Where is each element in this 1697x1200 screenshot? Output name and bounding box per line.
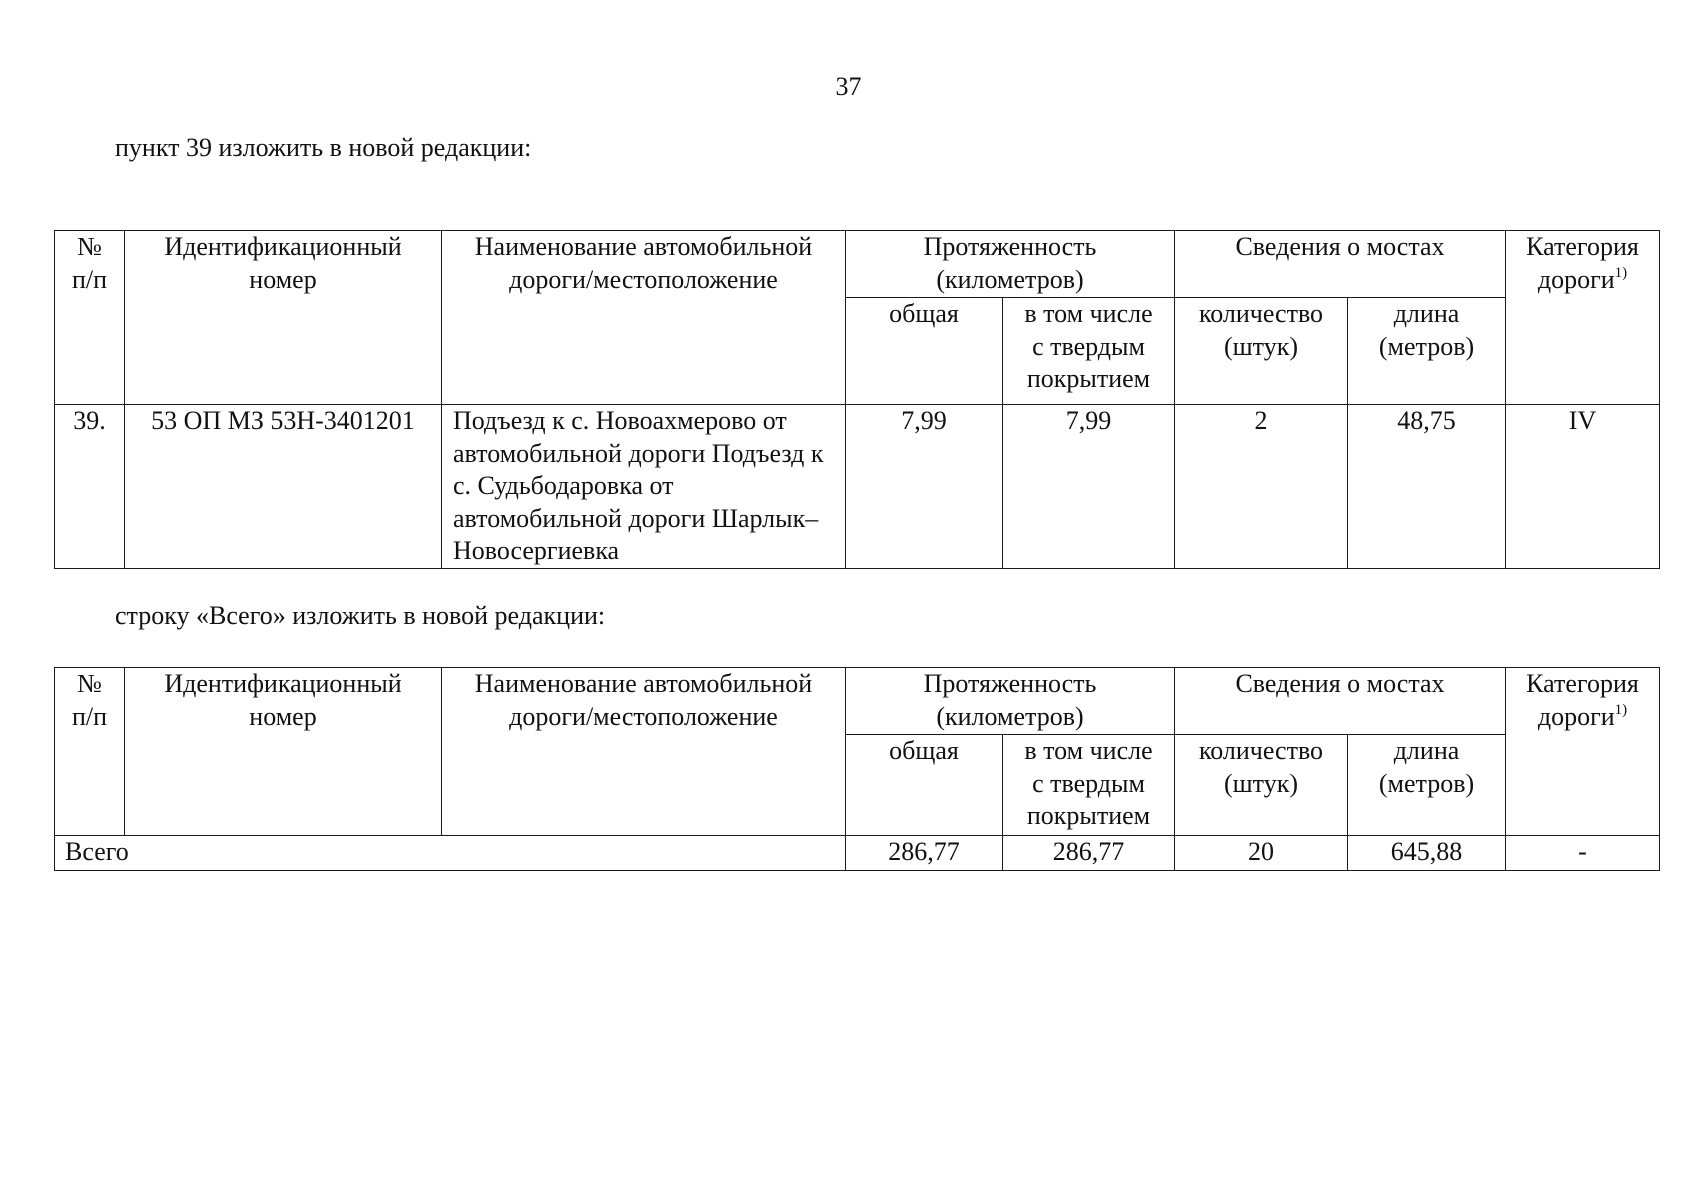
- header-road-name-line2: дороги/местоположение: [509, 264, 778, 294]
- header-num: [55, 231, 125, 405]
- row-bridges-count: 2: [1175, 405, 1348, 569]
- header-paved-line2: с твердым: [1032, 768, 1145, 798]
- header-total-length-label: общая: [889, 299, 959, 328]
- header-bridges-label: Сведения о мостах: [1235, 232, 1445, 261]
- header-bridge-count-line2: (штук): [1224, 331, 1298, 361]
- footnote-mark: 1): [1614, 264, 1628, 281]
- header-length: [846, 668, 1175, 735]
- instruction-point-39: пункт 39 изложить в новой редакции:: [115, 133, 532, 162]
- header-bridge-length: [1348, 735, 1506, 836]
- row-ident: 53 ОП МЗ 53Н-3401201: [125, 405, 442, 569]
- row-paved-km: 7,99: [1003, 405, 1175, 569]
- header-length: [846, 231, 1175, 298]
- header-num-line1: №: [77, 232, 102, 261]
- header-paved-length: [1003, 298, 1175, 405]
- header-ident-line1: Идентификационный: [164, 232, 402, 261]
- header-paved-line2: с твердым: [1032, 331, 1145, 361]
- total-bridges-count: 20: [1175, 836, 1348, 871]
- total-paved-km: 286,77: [1003, 836, 1175, 871]
- header-total-length: [846, 298, 1003, 405]
- total-km: 286,77: [846, 836, 1003, 871]
- header-ident-line1: Идентификационный: [164, 669, 402, 698]
- row-total-km: 7,99: [846, 405, 1003, 569]
- header-length-line1: Протяженность: [923, 232, 1097, 261]
- header-bridge-count: [1175, 735, 1348, 836]
- page-number: 37: [835, 72, 862, 101]
- header-category-line1: Категория: [1526, 669, 1639, 698]
- header-num: [55, 668, 125, 836]
- row-category: IV: [1506, 405, 1660, 569]
- header-num-line1: №: [77, 669, 102, 698]
- header-bridge-length-line2: (метров): [1378, 768, 1475, 798]
- header-paved-line3: покрытием: [1026, 801, 1151, 830]
- header-category-word: дороги: [1537, 264, 1615, 294]
- header-row: [55, 668, 1660, 735]
- header-paved-line1: в том числе: [1024, 736, 1153, 765]
- header-paved-length: [1003, 735, 1175, 836]
- header-bridges: [1175, 668, 1506, 735]
- table-point-39: [54, 230, 1660, 569]
- header-length-line2: (километров): [936, 264, 1084, 294]
- header-ident-line2: номер: [249, 701, 317, 731]
- header-bridges: [1175, 231, 1506, 298]
- header-ident: [125, 231, 442, 405]
- header-road-name-line1: Наименование автомобильной: [474, 669, 813, 698]
- header-length-line1: Протяженность: [923, 669, 1097, 698]
- header-road-name-line2: дороги/местоположение: [509, 701, 778, 731]
- instruction-total-row: строку «Всего» изложить в новой редакции:: [115, 601, 606, 630]
- header-category-line2: [1512, 264, 1653, 297]
- header-road-name: [442, 231, 846, 405]
- total-category: -: [1506, 836, 1660, 871]
- header-bridge-count-line1: количество: [1198, 299, 1324, 328]
- header-bridge-length: [1348, 298, 1506, 405]
- header-num-line2: п/п: [71, 264, 108, 294]
- header-category: [1506, 231, 1660, 405]
- header-bridge-length-line2: (метров): [1378, 331, 1475, 361]
- header-ident: [125, 668, 442, 836]
- header-road-name: [442, 668, 846, 836]
- header-category: [1506, 668, 1660, 836]
- header-length-line2: (километров): [936, 701, 1084, 731]
- header-total-length-label: общая: [889, 736, 959, 765]
- header-paved-line3: покрытием: [1026, 364, 1151, 393]
- header-bridge-length-line1: длина: [1393, 299, 1460, 328]
- row-bridges-length: 48,75: [1348, 405, 1506, 569]
- header-category-line2: [1512, 701, 1653, 734]
- header-total-length: [846, 735, 1003, 836]
- header-bridge-count: [1175, 298, 1348, 405]
- header-paved-line1: в том числе: [1024, 299, 1153, 328]
- header-bridge-length-line1: длина: [1393, 736, 1460, 765]
- header-category-word: дороги: [1537, 701, 1615, 731]
- header-road-name-line1: Наименование автомобильной: [474, 232, 813, 261]
- table-row: [55, 405, 1660, 569]
- total-label: Всего: [55, 836, 846, 871]
- header-bridge-count-line1: количество: [1198, 736, 1324, 765]
- total-bridges-length: 645,88: [1348, 836, 1506, 871]
- header-row: [55, 231, 1660, 298]
- header-bridge-count-line2: (штук): [1224, 768, 1298, 798]
- header-ident-line2: номер: [249, 264, 317, 294]
- total-row: [55, 836, 1660, 871]
- header-bridges-label: Сведения о мостах: [1235, 669, 1445, 698]
- header-num-line2: п/п: [71, 701, 108, 731]
- row-road-name: Подъезд к с. Новоахмерово от автомобильной дороги Подъезд к с. Судьбодаровка от автомобильной дороги Шарлык–Новосергиевка: [442, 405, 846, 569]
- footnote-mark: 1): [1614, 701, 1628, 718]
- row-num: 39.: [55, 405, 125, 569]
- header-category-line1: Категория: [1526, 232, 1639, 261]
- table-total: [54, 667, 1660, 871]
